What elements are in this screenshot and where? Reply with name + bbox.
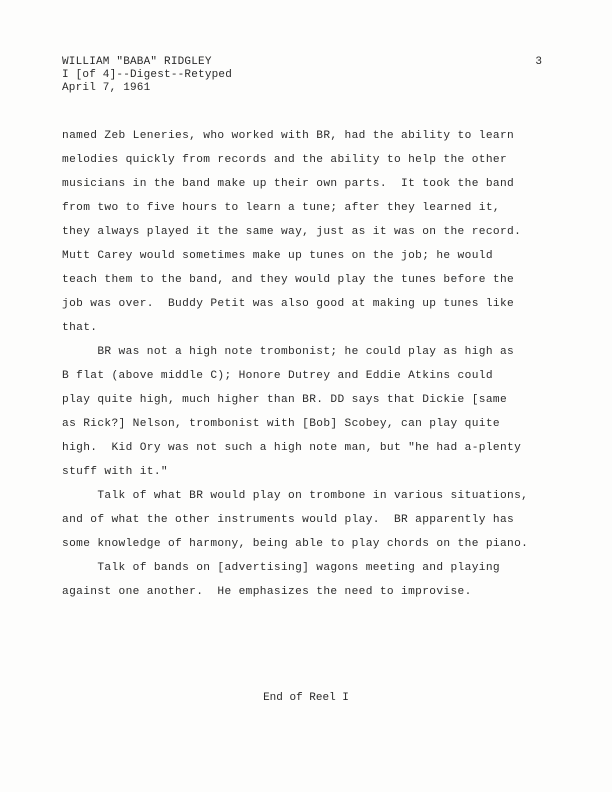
body-line: BR was not a high note trombonist; he could play as high as (62, 346, 515, 358)
header-name: WILLIAM "BABA" RIDGLEY (62, 56, 212, 68)
body-line: that. (62, 322, 98, 334)
document-header (62, 56, 232, 95)
body-line: from two to five hours to learn a tune; after they learned it, (62, 202, 500, 214)
header-date: April 7, 1961 (62, 82, 151, 94)
document-body (62, 124, 552, 604)
body-line: play quite high, much higher than BR. DD says that Dickie [same (62, 394, 508, 406)
body-line: high. Kid Ory was not such a high note man, but "he had a-plenty (62, 442, 522, 454)
body-line: teach them to the band, and they would play the tunes before the (62, 274, 515, 286)
body-line: B flat (above middle C); Honore Dutrey and Eddie Atkins could (62, 370, 493, 382)
page-number: 3 (535, 56, 542, 68)
body-line: Mutt Carey would sometimes make up tunes on the job; he would (62, 250, 493, 262)
body-line: musicians in the band make up their own parts. It took the band (62, 178, 515, 190)
body-line: melodies quickly from records and the ability to help the other (62, 154, 508, 166)
body-line: stuff with it." (62, 466, 168, 478)
body-line: and of what the other instruments would play. BR apparently has (62, 514, 515, 526)
body-line: named Zeb Leneries, who worked with BR, had the ability to learn (62, 130, 515, 142)
body-line: against one another. He emphasizes the need to improvise. (62, 586, 472, 598)
body-line: job was over. Buddy Petit was also good at making up tunes like (62, 298, 515, 310)
body-line: Talk of bands on [advertising] wagons meeting and playing (62, 562, 500, 574)
header-reel-info: I [of 4]--Digest--Retyped (62, 69, 233, 81)
body-line: Talk of what BR would play on trombone in various situations, (62, 490, 529, 502)
body-line: some knowledge of harmony, being able to play chords on the piano. (62, 538, 529, 550)
end-of-reel-note: End of Reel I (263, 692, 349, 704)
body-line: as Rick?] Nelson, trombonist with [Bob] Scobey, can play quite (62, 418, 500, 430)
body-line: they always played it the same way, just as it was on the record. (62, 226, 522, 238)
